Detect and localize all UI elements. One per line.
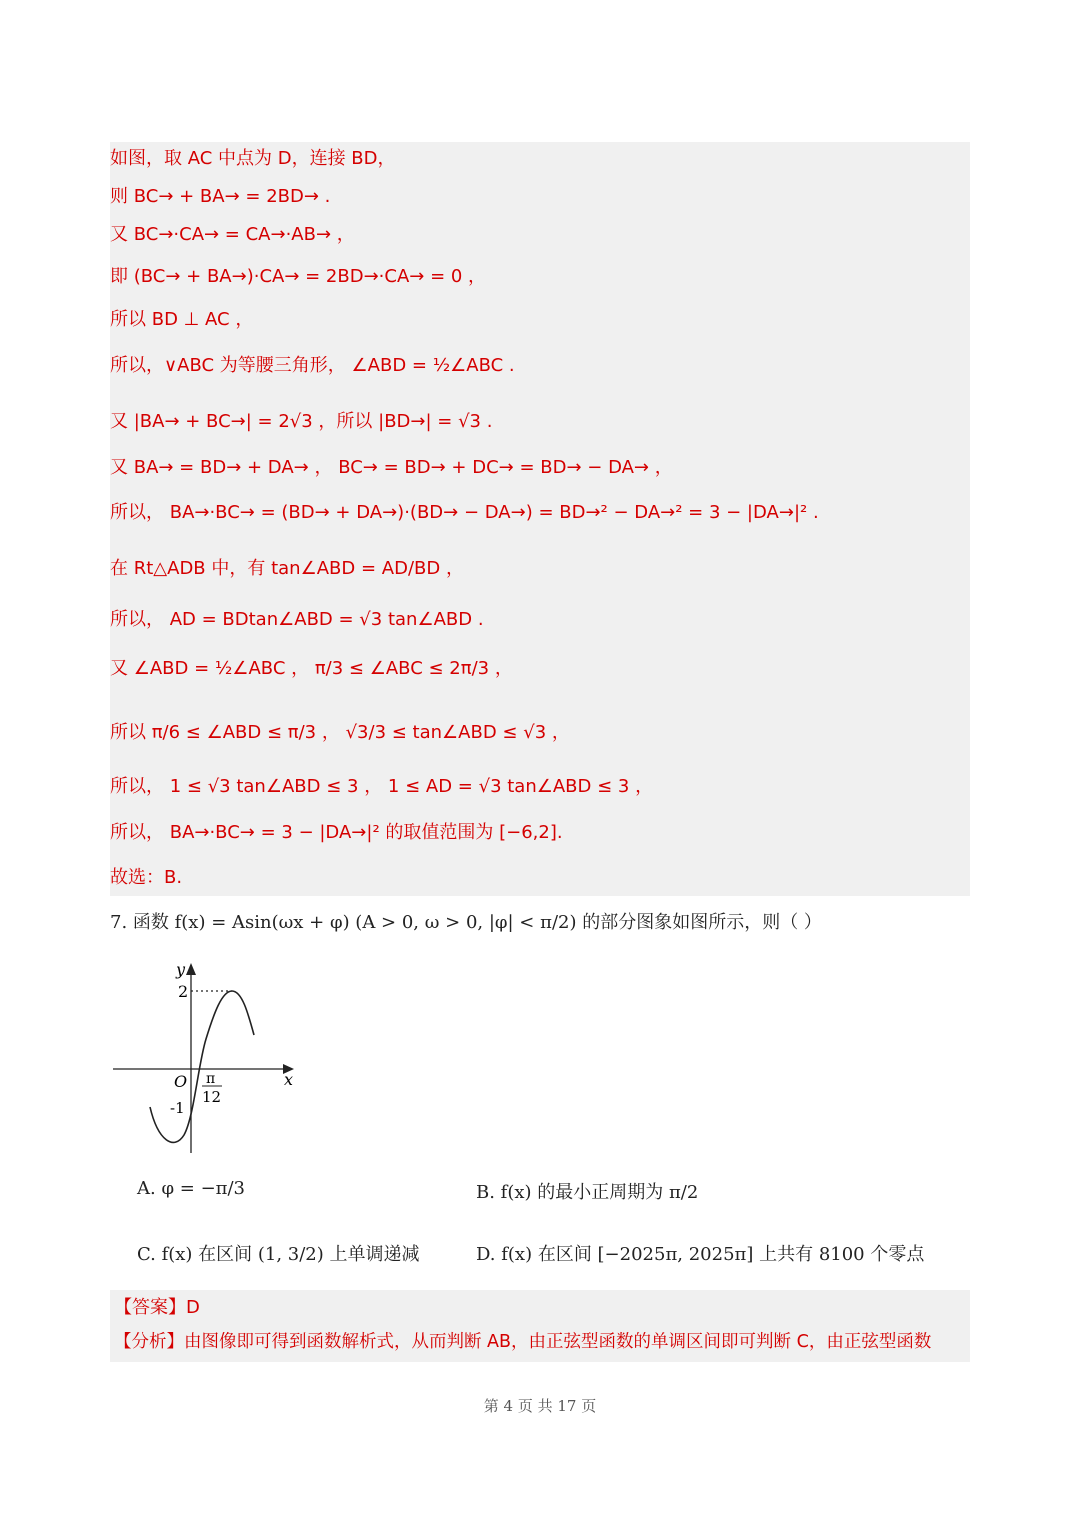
tick-numerator: π bbox=[206, 1071, 216, 1087]
y-axis-arrow-icon bbox=[186, 963, 196, 975]
solution-line: 所以， BA→·BC→ = 3 − |DA→|² 的取值范围为 [−6,2]. bbox=[110, 822, 563, 843]
solution-line: 所以， 1 ≤ √3 tan∠ABD ≤ 3 ， 1 ≤ AD = √3 tan∠ABD ≤ 3 ， bbox=[110, 776, 654, 797]
solution-line: 所以，∨ABC 为等腰三角形， ∠ABD = ½∠ABC . bbox=[110, 355, 515, 376]
page-footer: 第 4 页 共 17 页 bbox=[483, 1397, 597, 1415]
solution-line: 又 BC→·CA→ = CA→·AB→ ， bbox=[110, 224, 355, 245]
solution-line: 在 Rt△ADB 中，有 tan∠ABD = AD/BD ， bbox=[110, 558, 464, 579]
solution-line: 则 BC→ + BA→ = 2BD→ . bbox=[110, 186, 331, 207]
max-value-label: 2 bbox=[178, 982, 189, 1001]
x-axis-label: x bbox=[284, 1070, 294, 1089]
origin-label: O bbox=[174, 1072, 188, 1091]
analysis-line: 【分析】由图像即可得到函数解析式，从而判断 AB，由正弦型函数的单调区间即可判断 C，由正弦型函数 bbox=[114, 1332, 932, 1352]
answer-block bbox=[110, 1290, 970, 1362]
solution-line: 又 BA→ = BD→ + DA→ ， BC→ = BD→ + DC→ = BD→ − DA→ ， bbox=[110, 457, 673, 478]
solution-line: 所以 π/6 ≤ ∠ABD ≤ π/3 ， √3/3 ≤ tan∠ABD ≤ √3 ， bbox=[110, 722, 570, 743]
solution-line: 所以， BA→·BC→ = (BD→ + DA→)·(BD→ − DA→) = BD→² − DA→² = 3 − |DA→|² . bbox=[110, 502, 819, 523]
solution-line: 即 (BC→ + BA→)·CA→ = 2BD→·CA→ = 0 ， bbox=[110, 266, 487, 287]
answer-line: 【答案】D bbox=[114, 1297, 200, 1318]
option-a: A. φ = −π/3 bbox=[137, 1178, 245, 1199]
option-b: B. f(x) 的最小正周期为 π/2 bbox=[476, 1182, 699, 1203]
tick-denominator: 12 bbox=[202, 1088, 222, 1106]
solution-line: 所以 BD ⊥ AC ， bbox=[110, 309, 254, 330]
solution-line: 又 |BA→ + BC→| = 2√3 ，所以 |BD→| = √3 . bbox=[110, 411, 493, 432]
option-d: D. f(x) 在区间 [−2025π, 2025π] 上共有 8100 个零点 bbox=[476, 1244, 925, 1265]
solution-line: 如图，取 AC 中点为 D，连接 BD， bbox=[110, 148, 396, 169]
solution-line: 所以， AD = BDtan∠ABD = √3 tan∠ABD . bbox=[110, 609, 484, 630]
y-axis-label: y bbox=[176, 960, 186, 979]
sine-curve bbox=[150, 991, 254, 1142]
solution-line: 故选：B. bbox=[110, 867, 183, 888]
solution-line: 又 ∠ABD = ½∠ABC ， π/3 ≤ ∠ABC ≤ 2π/3 ， bbox=[110, 658, 513, 679]
function-graph bbox=[108, 955, 308, 1160]
min-value-label: -1 bbox=[170, 1099, 185, 1117]
question-7: 7. 函数 f(x) = Asin(ωx + φ) (A > 0, ω > 0, |φ| < π/2) 的部分图象如图所示，则（ ） bbox=[110, 912, 822, 933]
option-c: C. f(x) 在区间 (1, 3/2) 上单调递减 bbox=[137, 1244, 420, 1265]
solution-block bbox=[110, 142, 970, 896]
